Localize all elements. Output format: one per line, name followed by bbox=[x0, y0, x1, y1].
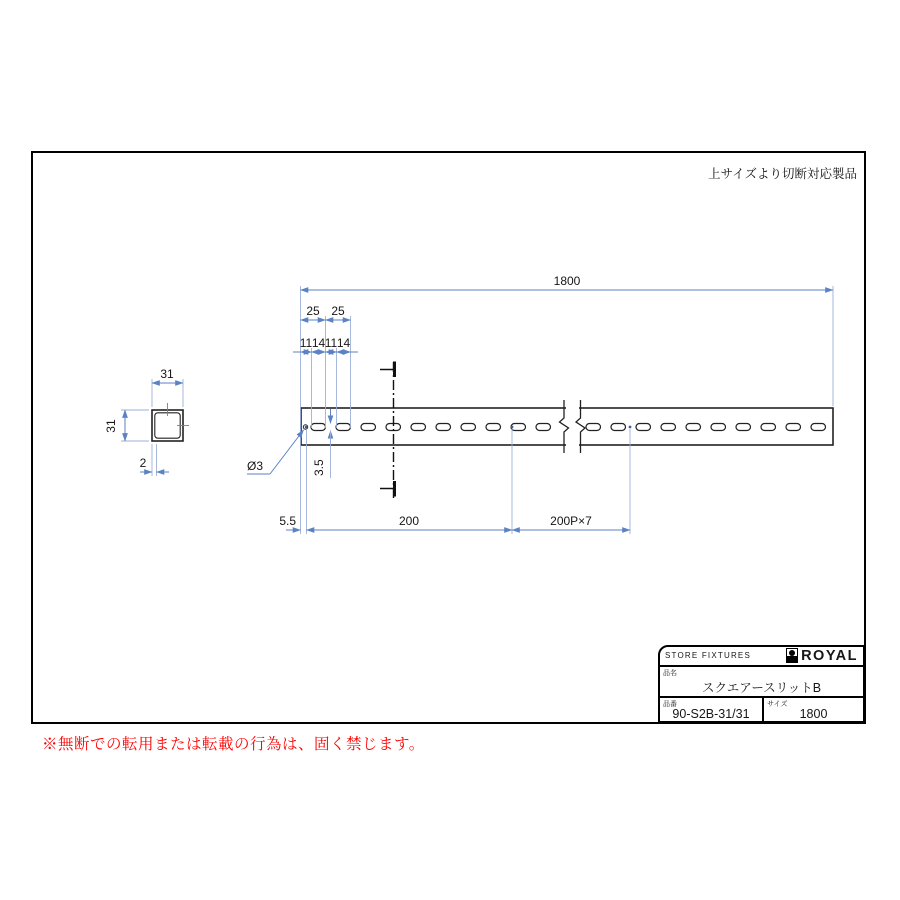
dim-seg-c: 11 bbox=[324, 336, 338, 350]
dim-seg-a: 11 bbox=[299, 336, 313, 350]
bar-view bbox=[301, 362, 833, 501]
title-block bbox=[658, 645, 865, 723]
cross-section-view bbox=[104, 367, 189, 476]
ref-point-200 bbox=[511, 426, 514, 429]
slot bbox=[736, 424, 751, 431]
part-info-row bbox=[660, 698, 863, 721]
dim-first-pitch: 200 bbox=[398, 514, 420, 528]
dim-overall-length: 1800 bbox=[553, 274, 581, 288]
slot bbox=[586, 424, 601, 431]
dim-seg-d: 14 bbox=[336, 336, 351, 350]
dim-repeat-pitch: 200P×7 bbox=[550, 514, 592, 528]
dim-section-height: 31 bbox=[104, 419, 118, 433]
copyright-warning: ※無断での転用または転載の行為は、固く禁じます。 bbox=[42, 736, 425, 753]
product-name-value: スクエアースリットB bbox=[701, 680, 822, 695]
slot bbox=[311, 424, 326, 431]
slot bbox=[786, 424, 801, 431]
dim-slot-height: 3.5 bbox=[312, 459, 326, 476]
part-number-value: 90-S2B-31/31 bbox=[672, 707, 750, 721]
dim-section-width: 31 bbox=[160, 367, 174, 381]
slot bbox=[611, 424, 626, 431]
slot bbox=[361, 424, 376, 431]
size-label: サイズ bbox=[767, 701, 788, 708]
slot bbox=[636, 424, 651, 431]
title-block-header bbox=[660, 647, 863, 667]
slot bbox=[811, 424, 826, 431]
cut-service-note: 上サイズより切断対応製品 bbox=[707, 167, 857, 181]
royal-logo-icon bbox=[786, 648, 798, 663]
part-number-label: 品番 bbox=[663, 701, 677, 708]
dim-seg-b: 14 bbox=[311, 336, 326, 350]
dim-end-offset: 5.5 bbox=[279, 514, 296, 528]
slot bbox=[486, 424, 501, 431]
slot bbox=[536, 424, 551, 431]
dim-hole-diameter: Ø3 bbox=[247, 459, 264, 473]
slot bbox=[686, 424, 701, 431]
royal-logo bbox=[756, 648, 863, 664]
brand-text: STORE FIXTURES bbox=[665, 651, 751, 661]
dim-pitch-a: 25 bbox=[306, 304, 320, 318]
slot bbox=[411, 424, 426, 431]
size-cell bbox=[762, 698, 863, 721]
slot bbox=[661, 424, 676, 431]
product-name-label: 品名 bbox=[663, 669, 677, 677]
slot bbox=[436, 424, 451, 431]
part-number-cell bbox=[660, 698, 762, 721]
product-name-row bbox=[660, 667, 863, 698]
dim-wall-thickness: 2 bbox=[139, 456, 147, 470]
bar-dimensions bbox=[247, 274, 833, 534]
ref-point-200p7 bbox=[629, 426, 632, 429]
dim-pitch-b: 25 bbox=[331, 304, 345, 318]
slot bbox=[761, 424, 776, 431]
slot bbox=[461, 424, 476, 431]
size-value: 1800 bbox=[799, 707, 828, 721]
slot bbox=[336, 424, 351, 431]
break-gap bbox=[566, 400, 579, 453]
royal-logo-text: ROYAL bbox=[801, 647, 858, 664]
slot bbox=[711, 424, 726, 431]
